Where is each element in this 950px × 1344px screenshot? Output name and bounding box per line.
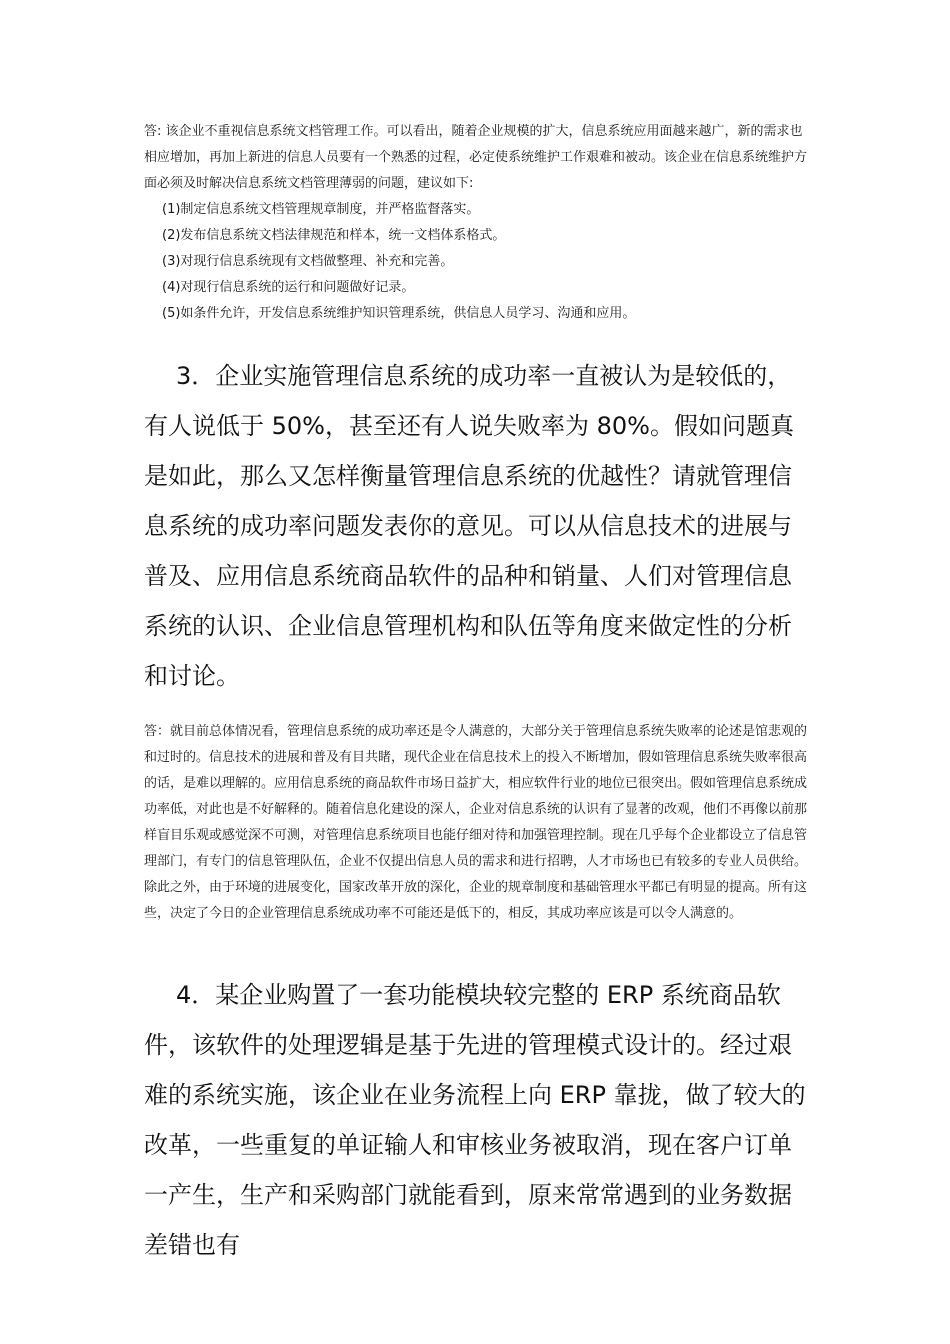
question-4-text: 4．某企业购置了一套功能模块较完整的 ERP 系统商品软件，该软件的处理逻辑是基于先进的管理模式设计的。经过艰难的系统实施，该企业在业务流程上向 ERP 靠拢，做了较大的改革，一些重复的单证输人和审核业务被取消，现在客户订单一产生，生产和采购部门就能看到，原来常常遇到的业务数据差错也有 xyxy=(144,981,806,1259)
answer-2-block xyxy=(144,119,808,327)
answer-2-item-5: (5)如条件允许，开发信息系统维护知识管理系统，供信息人员学习、沟通和应用。 xyxy=(162,306,636,321)
answer-2-item-2: (2)发布信息系统文档法律规范和样本，统一文档体系格式。 xyxy=(162,228,506,243)
answer-2-item-1: (1)制定信息系统文档管理规章制度，并严格监督落实。 xyxy=(162,202,480,217)
question-3-text: 3．企业实施管理信息系统的成功率一直被认为是较低的，有人说低于 50%，甚至还有人说失败率为 80%。假如问题真是如此，那么又怎样衡量管理信息系统的优越性？请就管理信息系统的成功率问题发表你的意见。可以从信息技术的进展与普及、应用信息系统商品软件的品种和销量、人们对管理信息系统的认识、企业信息管理机构和队伍等角度来做定性的分析和讨论。 xyxy=(144,362,794,690)
answer-3-block xyxy=(144,719,808,927)
answer-2-item-4: (4)对现行信息系统的运行和问题做好记录。 xyxy=(162,280,415,295)
question-4-block xyxy=(144,970,808,1270)
answer-2-item-3: (3)对现行信息系统现有文档做整理、补充和完善。 xyxy=(162,254,454,269)
answer-3-paragraph: 答：就目前总体情况看，管理信息系统的成功率还是令人满意的，大部分关于管理信息系统失败率的论述是馆悲观的和过时的。信息技术的进展和普及有目共睹，现代企业在信息技术上的投入不断增加，假如管理信息系统失败率很高的话，是难以理解的。应用信息系统的商品软件市场日益扩大，相应软件行业的地位已很突出。假如管理信息系统成功率低，对此也是不好解释的。随着信息化建设的深人，企业对信息系统的认识有了显著的改观，他们不再像以前那样盲目乐观或感觉深不可测，对管理信息系统项目也能仔细对待和加强管理控制。现在几乎每个企业都设立了信息管理部门，有专门的信息管理队伍，企业不仅提出信息人员的需求和进行招聘，人才市场也已有较多的专业人员供给。除此之外，由于环境的进展变化，国家改革开放的深化，企业的规章制度和基础管理水平都已有明显的提高。所有这些，决定了今日的企业管理信息系统成功率不可能还是低下的，相反，其成功率应该是可以令人满意的。 xyxy=(144,724,808,921)
question-3-block xyxy=(144,351,808,701)
answer-2-paragraph: 答: 该企业不重视信息系统文档管理工作。可以看出，随着企业规模的扩大，信息系统应用面越来越广，新的需求也相应增加，再加上新进的信息人员要有一个熟悉的过程，必定使系统维护工作艰难和被动。该企业在信息系统维护方面必须及时解决信息系统文档管理薄弱的问题，建议如下: xyxy=(144,124,808,191)
